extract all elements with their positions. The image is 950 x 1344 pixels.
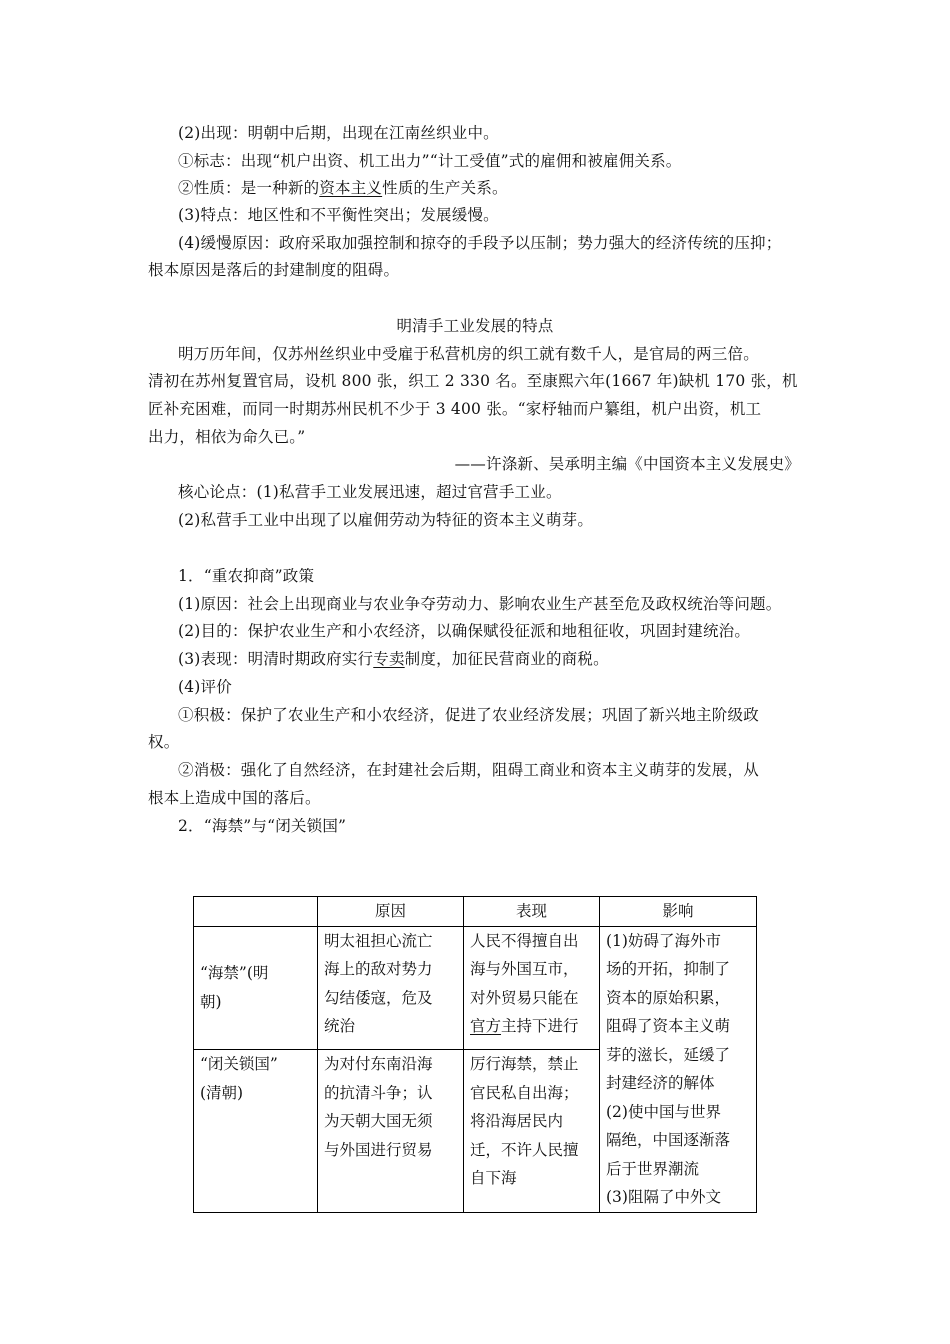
heading-sea-ban: 2．“海禁”与“闭关锁国” <box>178 817 347 835</box>
header-reason: 原因 <box>318 897 464 927</box>
material-para-line1: 明万历年间，仅苏州丝织业中受雇于私营机房的织工就有数千人，是官局的两三倍。 <box>178 345 759 363</box>
underlined-term: 官方 <box>470 1017 502 1035</box>
material-para-line3: 匠补充困难，而同一时期苏州民机不少于 3 400 张。“家杼轴而户纂组，机户出资，机工 <box>148 400 762 418</box>
slow-reason-cont: 根本原因是落后的封建制度的阻碍。 <box>148 261 400 279</box>
header-impact: 影响 <box>600 897 757 927</box>
negative-eval: ②消极：强化了自然经济，在封建社会后期，阻碍工商业和资本主义萌芽的发展，从 <box>178 761 759 779</box>
closed-door-reason: 为对付东南沿海 的抗清斗争；认 为天朝大国无须 与外国进行贸易 <box>318 1050 464 1212</box>
table-row <box>194 926 757 1050</box>
underlined-term: 专卖 <box>373 650 405 668</box>
row-label-sea-ban: “海禁”(明 朝) <box>194 926 318 1050</box>
header-performance: 表现 <box>464 897 600 927</box>
comparison-table <box>193 896 757 1213</box>
negative-eval-cont: 根本上造成中国的落后。 <box>148 789 321 807</box>
material-para-line2: 清初在苏州复置官局，设机 800 张，织工 2 330 名。至康熙六年(1667 年)缺机 170 张，机 <box>148 372 798 390</box>
heading-agri-policy: 1．“重农抑商”政策 <box>178 567 315 585</box>
positive-eval: ①积极：保护了农业生产和小农经济，促进了农业经济发展；巩固了新兴地主阶级政 <box>178 706 759 724</box>
feature-line: (3)特点：地区性和不平衡性突出；发展缓慢。 <box>178 206 499 224</box>
material-para-line4: 出力，相依为命久已。” <box>148 428 306 446</box>
appearance-line: (2)出现：明朝中后期，出现在江南丝织业中。 <box>178 124 499 142</box>
policy-reason: (1)原因：社会上出现商业与农业争夺劳动力、影响农业生产甚至危及政权统治等问题。 <box>178 595 782 613</box>
header-blank <box>194 897 318 927</box>
table-header-row <box>194 897 757 927</box>
impact-cell: (1)妨碍了海外市 场的开拓，抑制了 资本的原始积累， 阻碍了资本主义萌 芽的滋长，延缓了 封建经济的解体 (2)使中国与世界 隔绝，中国逐渐落 后于世界潮流 (3)阻隔了中外文 <box>600 926 757 1212</box>
nature-line: ②性质：是一种新的资本主义性质的生产关系。 <box>178 179 508 197</box>
material-source: ——许涤新、吴承明主编《中国资本主义发展史》 <box>454 455 800 473</box>
row-label-closed-door: “闭关锁国” (清朝) <box>194 1050 318 1212</box>
closed-door-performance: 厉行海禁，禁止 官民私自出海； 将沿海居民内 迁，不许人民擅 自下海 <box>464 1050 600 1212</box>
core-point-1: 核心论点：(1)私营手工业发展迅速，超过官营手工业。 <box>178 483 562 501</box>
policy-performance: (3)表现：明清时期政府实行专卖制度，加征民营商业的商税。 <box>178 650 609 668</box>
policy-purpose: (2)目的：保护农业生产和小农经济，以确保赋役征派和地租征收，巩固封建统治。 <box>178 622 751 640</box>
underlined-term: 资本主义 <box>319 179 383 197</box>
policy-evaluation: (4)评价 <box>178 678 232 696</box>
positive-eval-cont: 权。 <box>148 733 180 751</box>
material-title: 明清手工业发展的特点 <box>396 317 554 335</box>
sign-line: ①标志：出现“机户出资、机工出力”“计工受值”式的雇佣和被雇佣关系。 <box>178 152 682 170</box>
sea-ban-performance: 人民不得擅自出 海与外国互市， 对外贸易只能在 官方主持下进行 <box>464 926 600 1050</box>
core-point-2: (2)私营手工业中出现了以雇佣劳动为特征的资本主义萌芽。 <box>178 511 594 529</box>
slow-reason-line: (4)缓慢原因：政府采取加强控制和掠夺的手段予以压制；势力强大的经济传统的压抑； <box>178 234 782 252</box>
sea-ban-reason: 明太祖担心流亡 海上的敌对势力 勾结倭寇，危及 统治 <box>318 926 464 1050</box>
